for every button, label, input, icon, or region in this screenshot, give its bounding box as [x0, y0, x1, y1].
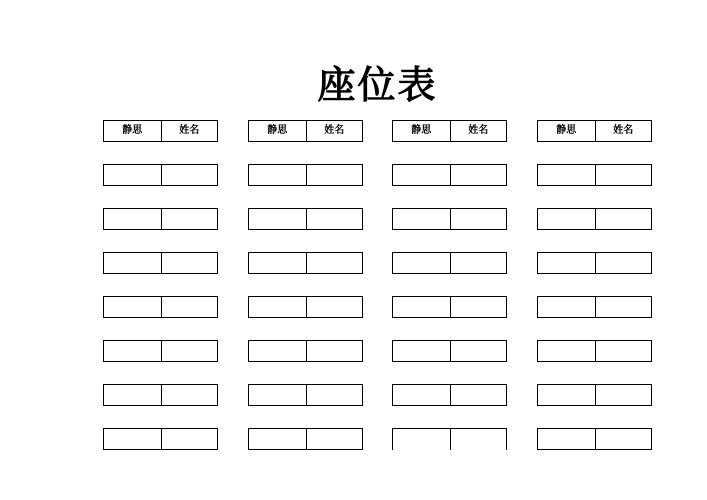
header-cell-quiet: 静思: [411, 125, 432, 136]
seat-cell-name: [161, 385, 218, 405]
seat-row: [392, 296, 507, 318]
seat-row: [537, 208, 652, 230]
seat-cell-quiet: [393, 385, 450, 405]
header-cell-name: 姓名: [595, 121, 652, 141]
seat-cell-quiet: [249, 341, 306, 361]
seat-cell-quiet: [538, 429, 595, 449]
seat-row: [537, 428, 652, 450]
seat-cell-quiet: [393, 209, 450, 229]
seat-cell-quiet: [249, 209, 306, 229]
seat-cell-name: [161, 165, 218, 185]
seat-cell-quiet: [393, 341, 450, 361]
seat-cell-name: [595, 253, 652, 273]
seat-row: [248, 384, 363, 406]
seat-row: [392, 208, 507, 230]
seat-row: [392, 428, 507, 450]
seat-cell-name: [595, 297, 652, 317]
seat-cell-name: [306, 385, 363, 405]
seat-row: [248, 340, 363, 362]
page-title: 座位表: [317, 63, 438, 107]
seat-cell-quiet: [393, 429, 450, 450]
seat-cell-name: [161, 341, 218, 361]
seat-cell-quiet: [104, 385, 161, 405]
seat-cell-name: [595, 385, 652, 405]
seat-cell-quiet: [104, 429, 161, 449]
seat-cell-name: [161, 253, 218, 273]
seat-cell-name: [306, 209, 363, 229]
seat-row: [537, 384, 652, 406]
seat-cell-name: [595, 209, 652, 229]
seat-cell-name: [450, 341, 507, 361]
seat-row: [248, 208, 363, 230]
header-cell-name: 姓名: [161, 121, 218, 141]
seat-row: [392, 384, 507, 406]
seat-cell-quiet: [393, 253, 450, 273]
seat-cell-name: [161, 297, 218, 317]
seat-cell-quiet: [538, 253, 595, 273]
seat-cell-name: [595, 429, 652, 449]
seat-cell-name: [306, 297, 363, 317]
header-row: [103, 120, 218, 142]
seat-cell-quiet: [104, 165, 161, 185]
seat-cell-quiet: [249, 297, 306, 317]
seat-row: [537, 296, 652, 318]
seat-row: [248, 428, 363, 450]
seat-cell-name: [306, 165, 363, 185]
seat-row: [248, 164, 363, 186]
seat-cell-quiet: [538, 209, 595, 229]
seat-cell-quiet: [393, 165, 450, 185]
seat-row: [392, 340, 507, 362]
seat-cell-quiet: [538, 165, 595, 185]
seat-row: [103, 252, 218, 274]
seat-row: [537, 252, 652, 274]
seat-cell-quiet: [538, 297, 595, 317]
seat-cell-quiet: [249, 385, 306, 405]
seat-cell-quiet: [538, 385, 595, 405]
seat-row: [103, 340, 218, 362]
seat-cell-quiet: [249, 429, 306, 449]
header-cell-name: 姓名: [450, 121, 507, 141]
seat-cell-name: [306, 341, 363, 361]
seat-row: [537, 340, 652, 362]
seat-row: [537, 164, 652, 186]
seat-cell-name: [450, 429, 507, 450]
seat-row: [103, 384, 218, 406]
header-cell-quiet: 静思: [556, 125, 577, 136]
seat-cell-quiet: [538, 341, 595, 361]
header-cell-name: 姓名: [306, 121, 363, 141]
header-row: [392, 120, 507, 142]
seat-row: [103, 428, 218, 450]
seat-row: [248, 296, 363, 318]
seat-cell-quiet: [104, 297, 161, 317]
seat-row: [392, 252, 507, 274]
seat-cell-name: [306, 429, 363, 449]
seat-cell-name: [595, 341, 652, 361]
header-cell-quiet: 静思: [122, 125, 143, 136]
seat-cell-name: [450, 253, 507, 273]
header-row: [248, 120, 363, 142]
seat-cell-quiet: [104, 209, 161, 229]
header-cell-quiet: 静思: [267, 125, 288, 136]
seat-cell-name: [595, 165, 652, 185]
seat-cell-quiet: [104, 341, 161, 361]
seat-cell-name: [306, 253, 363, 273]
seat-row: [248, 252, 363, 274]
header-row: [537, 120, 652, 142]
seat-cell-name: [450, 385, 507, 405]
seat-row: [103, 296, 218, 318]
seat-cell-name: [450, 209, 507, 229]
seat-cell-name: [161, 209, 218, 229]
seat-row: [392, 164, 507, 186]
seat-row: [103, 208, 218, 230]
seat-cell-quiet: [393, 297, 450, 317]
seat-cell-name: [450, 297, 507, 317]
seat-cell-quiet: [104, 253, 161, 273]
seat-row: [103, 164, 218, 186]
seat-cell-quiet: [249, 253, 306, 273]
seat-cell-name: [161, 429, 218, 449]
seat-cell-quiet: [249, 165, 306, 185]
seat-cell-name: [450, 165, 507, 185]
